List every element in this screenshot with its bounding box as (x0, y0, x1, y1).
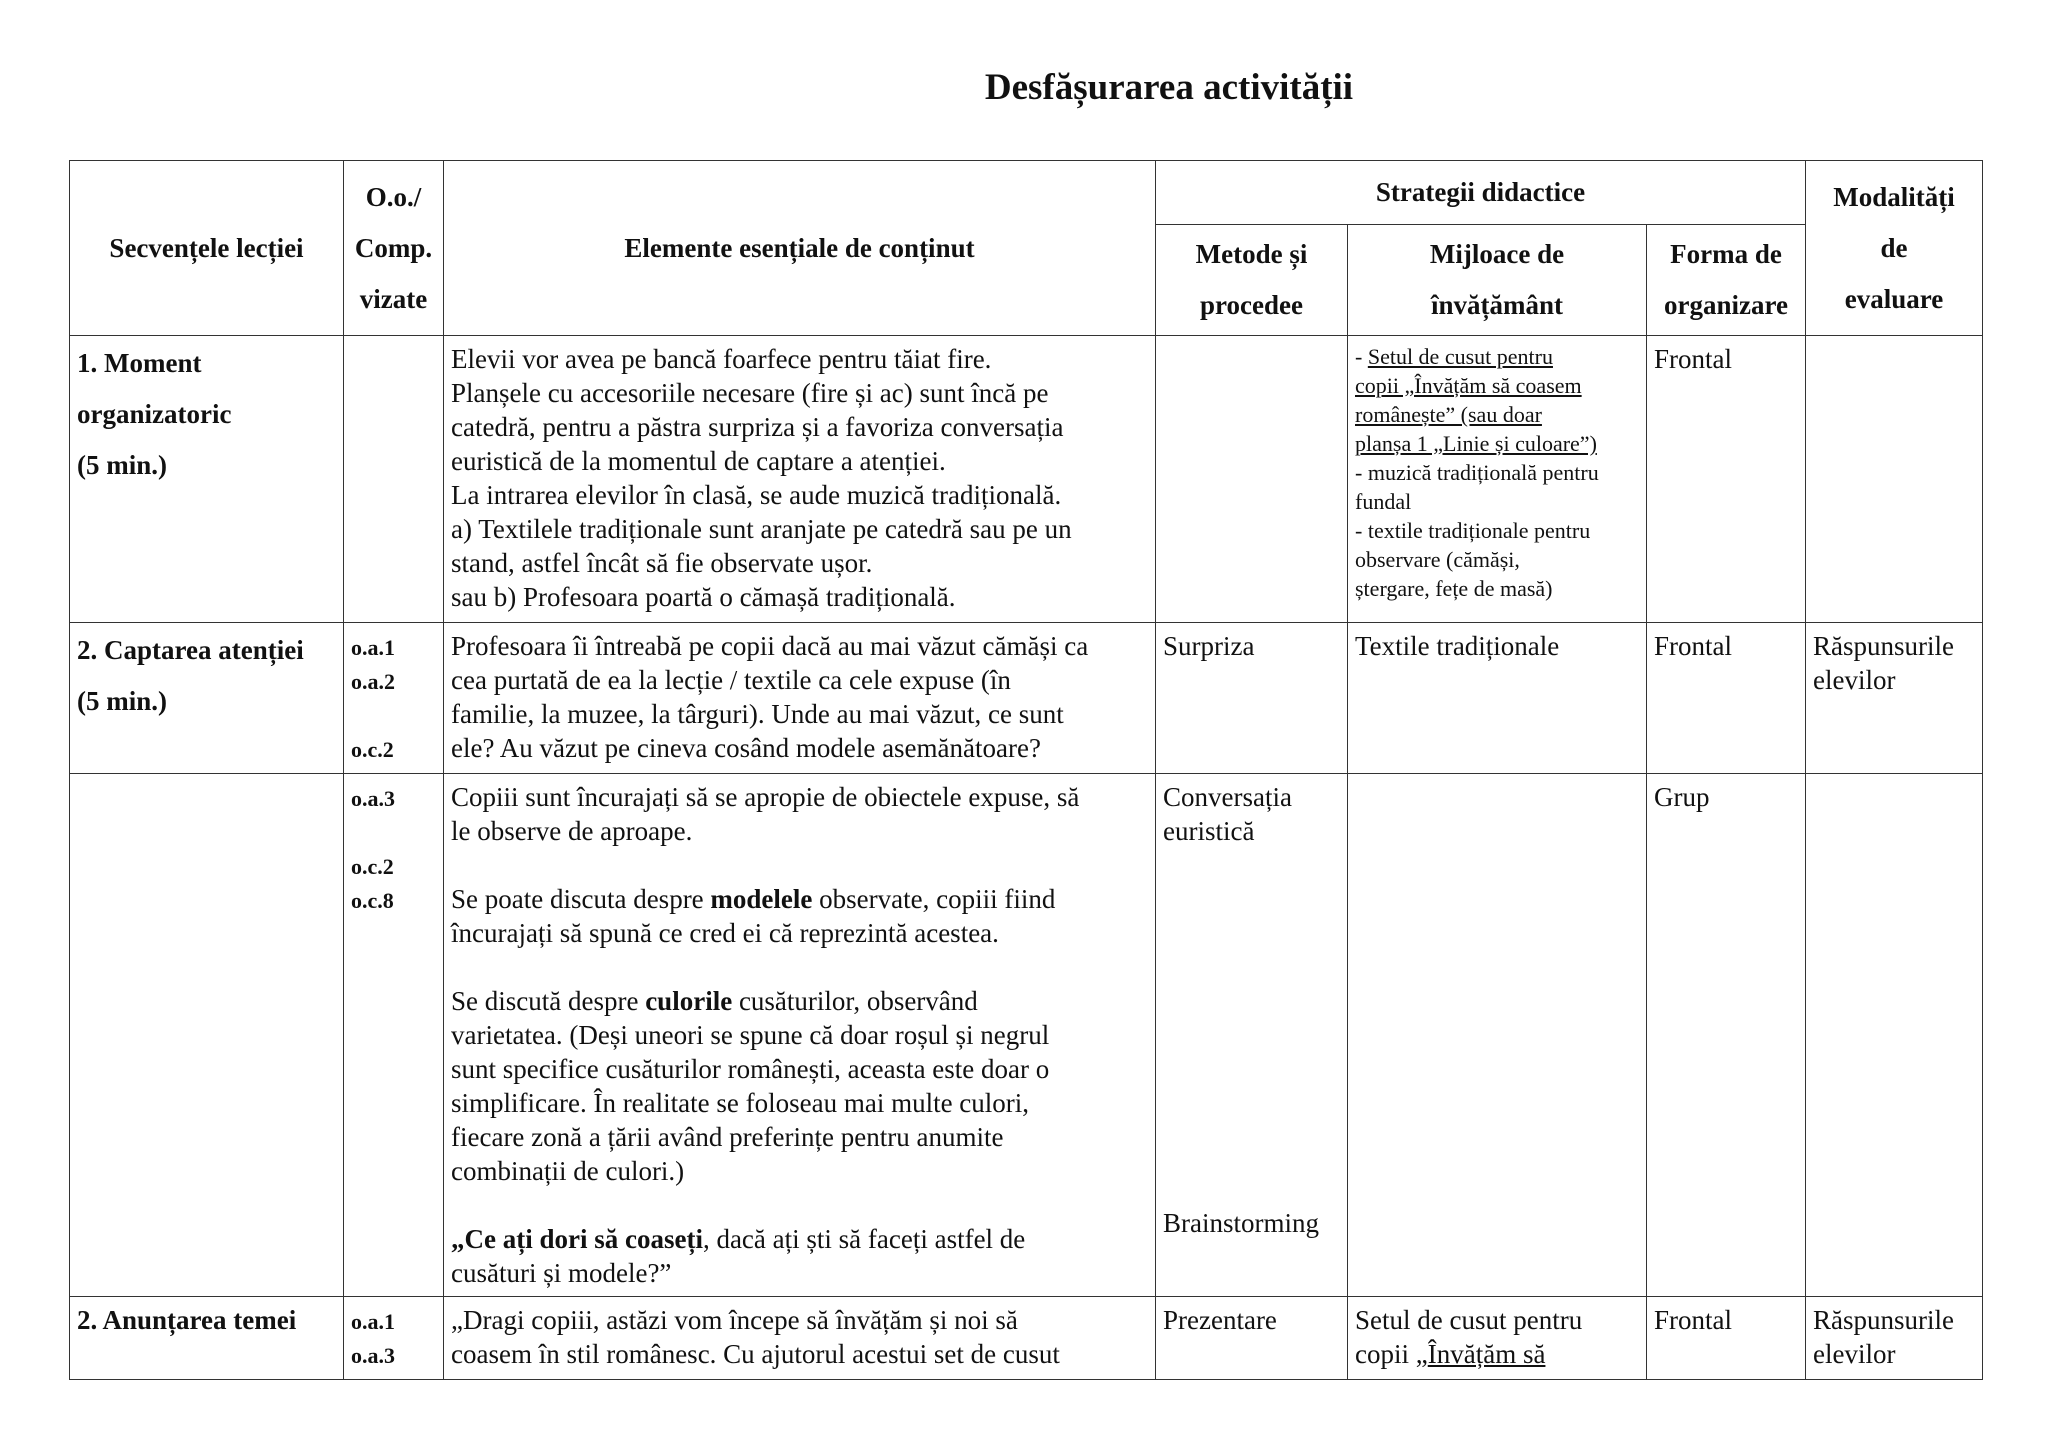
header-row-1 (70, 161, 1983, 225)
methods-cell: Conversația euristică Brainstorming (1156, 774, 1348, 1297)
objectives-cell: o.a.1 o.a.2 o.c.2 (344, 623, 444, 774)
objectives-cell: o.a.1 o.a.3 (344, 1297, 444, 1380)
content-cell: Copiii sunt încurajați să se apropie de obiectele expuse, să le observe de aproape. Se poate discuta despre modelele observate, copiii fiind încurajați să spună ce cred ei că reprezintă acestea. Se discută despre culorile cusăturilor, observând varietatea. (Deși uneori se spune că doar roșul și negrul sunt specifice cusăturilor românești, aceasta este doar o simplificare. În realitate se foloseau mai multe culori, fiecare zonă a țării având preferințe pentru anumite combinații de culori.) „Ce ați dori să coaseți, dacă ați ști să faceți astfel de cusături și modele?” (444, 774, 1156, 1297)
objectives-cell (344, 336, 444, 623)
lesson-plan-table (69, 160, 1983, 1380)
brainstorming-label: Brainstorming (1163, 1208, 1319, 1238)
header-strategii: Strategii didactice (1156, 161, 1806, 225)
header-mijloace: Mijloace de învățământ (1348, 225, 1647, 336)
resources-cell: - Setul de cusut pentru copii „Învățăm să coasem românește” (sau doar planșa 1 „Linie și culoare”) - muzică tradițională pentru fundal - textile tradiționale pentru observare (cămăși, ștergare, fețe de masă) (1348, 336, 1647, 623)
header-oo: O.o./ Comp. vizate (344, 161, 444, 336)
table-row (70, 623, 1983, 774)
content-cell: Elevii vor avea pe bancă foarfece pentru tăiat fire. Planșele cu accesoriile necesare (fire și ac) sunt încă pe catedră, pentru a păstra surpriza și a favoriza conversația euristică de la momentul de captare a atenției. La intrarea elevilor în clasă, se aude muzică tradițională. a) Textilele tradiționale sunt aranjate pe catedră sau pe un stand, astfel încât să fie observate ușor. sau b) Profesoara poartă o cămașă tradițională. (444, 336, 1156, 623)
content-cell: „Dragi copiii, astăzi vom începe să învățăm și noi să coasem în stil românesc. Cu ajutorul acestui set de cusut (444, 1297, 1156, 1380)
header-secvente: Secvențele lecției (70, 161, 344, 336)
header-modalitati: Modalități de evaluare (1806, 161, 1983, 336)
evaluation-cell: Răspunsurile elevilor (1806, 623, 1983, 774)
table-row (70, 336, 1983, 623)
organization-cell: Grup (1647, 774, 1806, 1297)
methods-cell: Prezentare (1156, 1297, 1348, 1380)
sequence-cell (70, 774, 344, 1297)
methods-cell (1156, 336, 1348, 623)
evaluation-cell (1806, 774, 1983, 1297)
sequence-cell: 2. Captarea atenției (5 min.) (70, 623, 344, 774)
sequence-cell: 1. Moment organizatoric (5 min.) (70, 336, 344, 623)
content-cell: Profesoara îi întreabă pe copii dacă au mai văzut cămăși ca cea purtată de ea la lecție / textile ca cele expuse (în familie, la muzee, la târguri). Unde au mai văzut, ce sunt ele? Au văzut pe cineva cosând modele asemănătoare? (444, 623, 1156, 774)
evaluation-cell: Răspunsurile elevilor (1806, 1297, 1983, 1380)
header-forma: Forma de organizare (1647, 225, 1806, 336)
resources-cell: Textile tradiționale (1348, 623, 1647, 774)
organization-cell: Frontal (1647, 623, 1806, 774)
organization-cell: Frontal (1647, 336, 1806, 623)
header-metode: Metode și procedee (1156, 225, 1348, 336)
resources-cell (1348, 774, 1647, 1297)
objectives-cell: o.a.3 o.c.2 o.c.8 (344, 774, 444, 1297)
sequence-cell: 2. Anunțarea temei (70, 1297, 344, 1380)
methods-cell: Surpriza (1156, 623, 1348, 774)
header-elemente: Elemente esențiale de conținut (444, 161, 1156, 336)
page-title: Desfășurarea activității (984, 67, 1354, 108)
resources-cell: Setul de cusut pentru copii „Învățăm să (1348, 1297, 1647, 1380)
organization-cell: Frontal (1647, 1297, 1806, 1380)
table-row (70, 774, 1983, 1297)
table-row (70, 1297, 1983, 1380)
evaluation-cell (1806, 336, 1983, 623)
